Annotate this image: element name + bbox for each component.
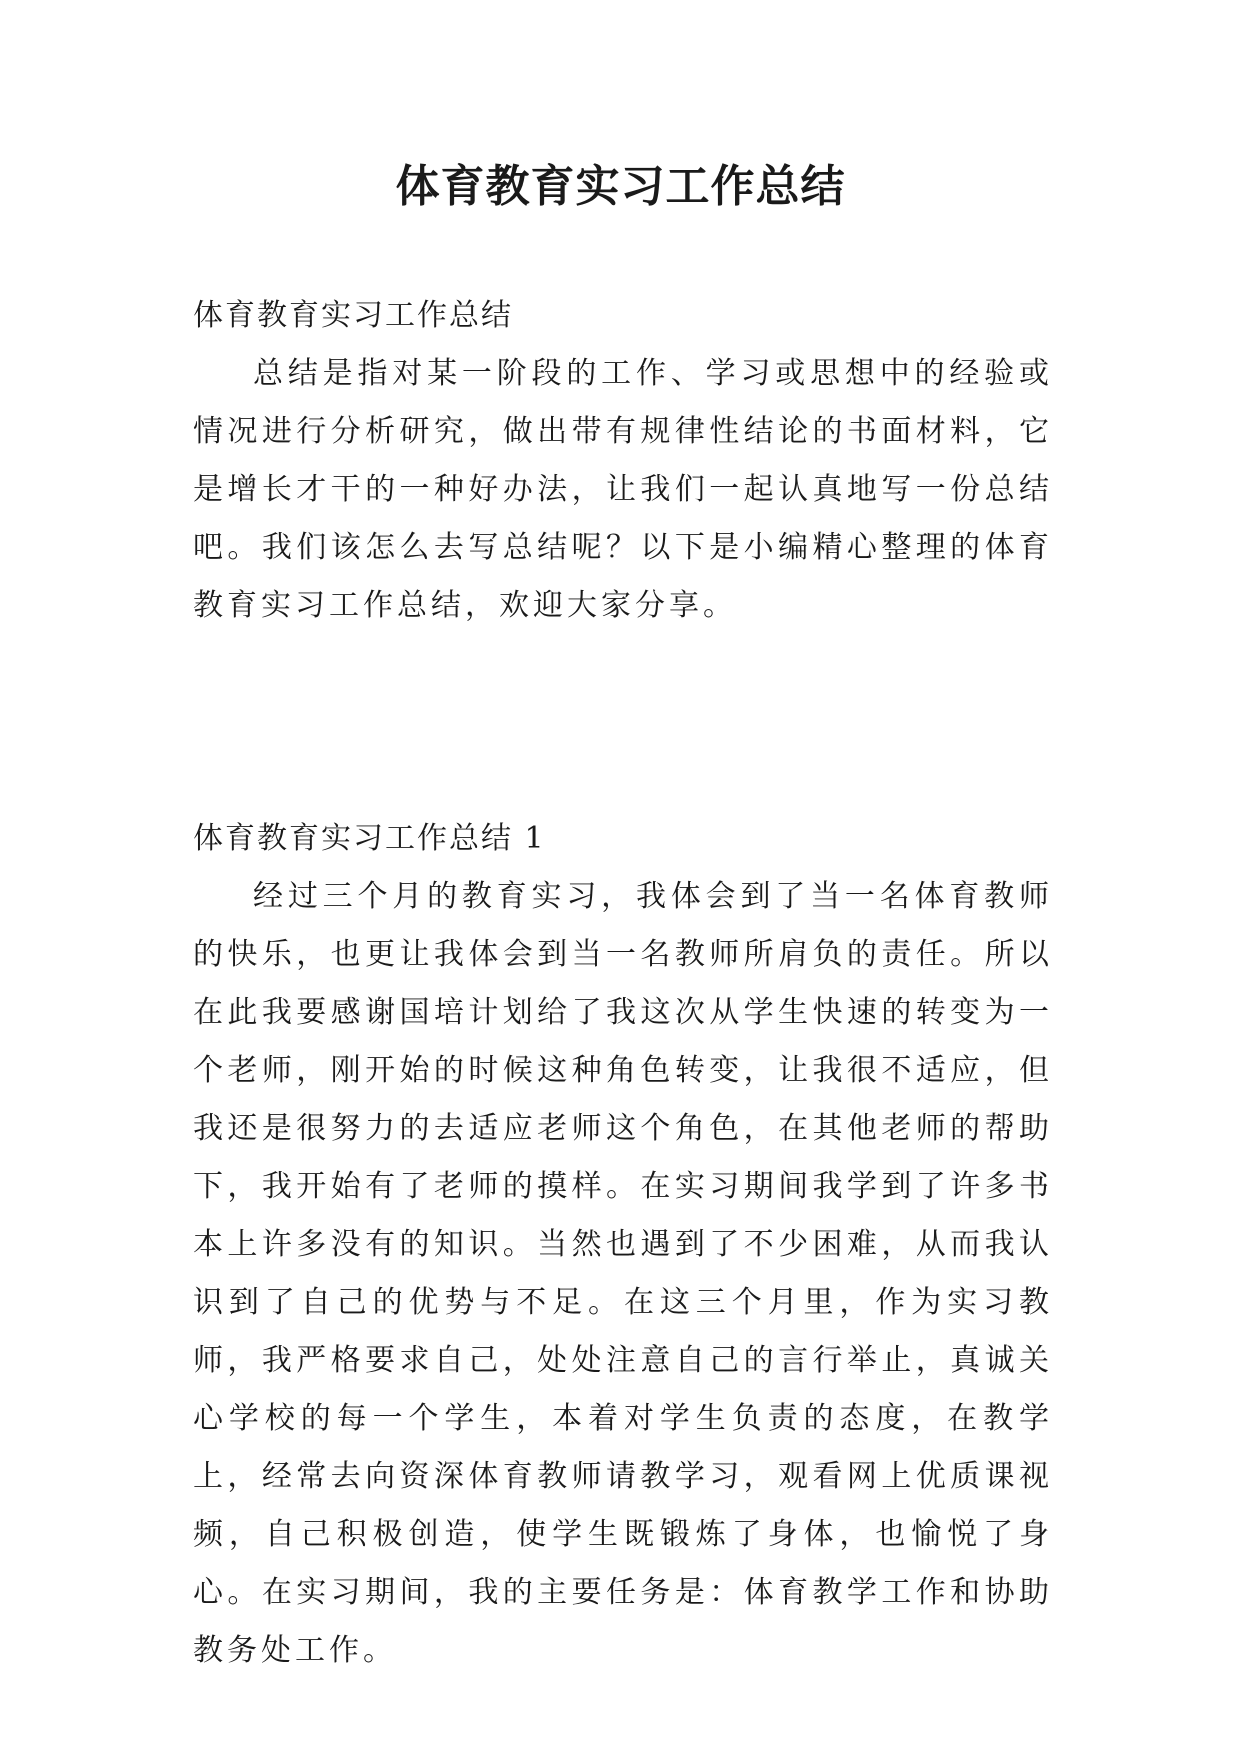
document-body — [193, 287, 1053, 1680]
intro-heading: 体育教育实习工作总结 — [193, 298, 513, 333]
document-title: 体育教育实习工作总结 — [395, 161, 846, 212]
section1-heading: 体育教育实习工作总结 1 — [193, 821, 546, 856]
section1-paragraph: 经过三个月的教育实习，我体会到了当一名体育教师的快乐，也更让我体会到当一名教师所肩负的责任。所以在此我要感谢国培计划给了我这次从学生快速的转变为一个老师，刚开始的时候这种角色转变，让我很不适应，但我还是很努力的去适应老师这个角色，在其他老师的帮助下，我开始有了老师的摸样。在实习期间我学到了许多书本上许多没有的知识。当然也遇到了不少困难，从而我认识到了自己的优势与不足。在这三个月里，作为实习教师，我严格要求自己，处处注意自己的言行举止，真诚关心学校的每一个学生，本着对学生负责的态度，在教学上，经常去向资深体育教师请教学习，观看网上优质课视频，自己积极创造，使学生既锻炼了身体，也愉悦了身心。在实习期间，我的主要任务是：体育教学工作和协助教务处工作。 — [193, 879, 1053, 1668]
section-spacer — [193, 635, 1053, 810]
intro-paragraph: 总结是指对某一阶段的工作、学习或思想中的经验或情况进行分析研究，做出带有规律性结论的书面材料，它是增长才干的一种好办法，让我们一起认真地写一份总结吧。我们该怎么去写总结呢？以下是小编精心整理的体育教育实习工作总结，欢迎大家分享。 — [193, 356, 1053, 623]
